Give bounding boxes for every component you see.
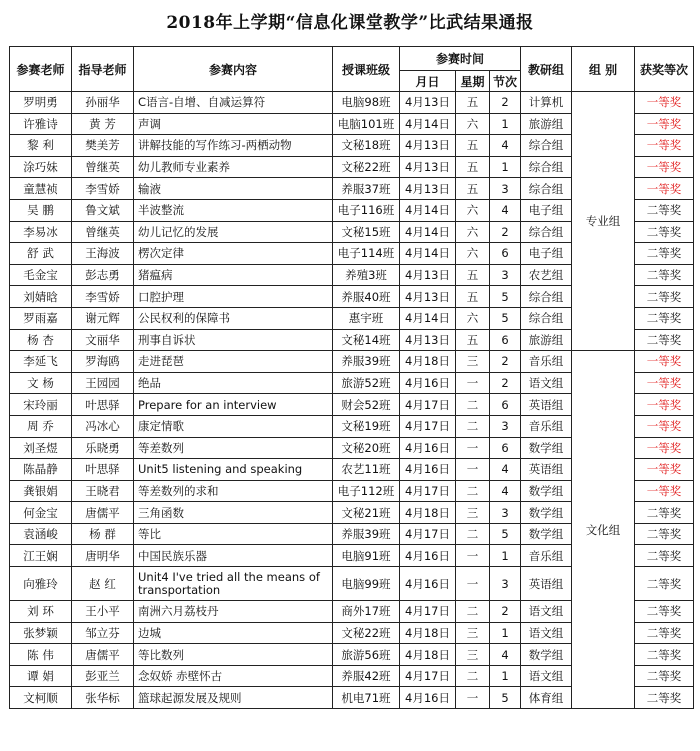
award-cell: 二等奖 [635, 622, 694, 644]
award-cell: 二等奖 [635, 523, 694, 545]
group-cell: 文化组 [572, 351, 635, 709]
date-cell: 4月18日 [400, 644, 456, 666]
mentor-cell: 冯冰心 [72, 415, 134, 437]
teacher-cell: 涂巧妹 [10, 156, 72, 178]
award-cell: 二等奖 [635, 644, 694, 666]
mentor-cell: 叶思驿 [72, 459, 134, 481]
teacher-cell: 李易冰 [10, 221, 72, 243]
dept-cell: 语文组 [521, 665, 572, 687]
class-cell: 养服37班 [333, 178, 400, 200]
header-group: 组 别 [572, 47, 635, 92]
dept-cell: 计算机 [521, 92, 572, 114]
class-cell: 文秘18班 [333, 135, 400, 157]
class-cell: 电脑98班 [333, 92, 400, 114]
period-cell: 5 [490, 687, 521, 709]
weekday-cell: 三 [456, 351, 490, 373]
class-cell: 机电71班 [333, 687, 400, 709]
date-cell: 4月17日 [400, 415, 456, 437]
mentor-cell: 赵 红 [72, 567, 134, 601]
content-cell: 念奴娇 赤壁怀古 [134, 665, 333, 687]
teacher-cell: 陈 伟 [10, 644, 72, 666]
weekday-cell: 一 [456, 567, 490, 601]
header-teacher: 参赛老师 [10, 47, 72, 92]
date-cell: 4月17日 [400, 665, 456, 687]
mentor-cell: 张华标 [72, 687, 134, 709]
mentor-cell: 王晓君 [72, 480, 134, 502]
period-cell: 3 [490, 567, 521, 601]
date-cell: 4月16日 [400, 567, 456, 601]
group-cell: 专业组 [572, 92, 635, 351]
date-cell: 4月16日 [400, 459, 456, 481]
teacher-cell: 许雅诗 [10, 113, 72, 135]
teacher-cell: 刘圣煜 [10, 437, 72, 459]
award-cell: 一等奖 [635, 113, 694, 135]
award-cell: 一等奖 [635, 135, 694, 157]
mentor-cell: 彭亚兰 [72, 665, 134, 687]
date-cell: 4月13日 [400, 92, 456, 114]
teacher-cell: 吴 鹏 [10, 199, 72, 221]
mentor-cell: 文丽华 [72, 329, 134, 351]
award-cell: 一等奖 [635, 415, 694, 437]
content-cell: 边城 [134, 622, 333, 644]
period-cell: 3 [490, 502, 521, 524]
class-cell: 电子112班 [333, 480, 400, 502]
award-cell: 二等奖 [635, 286, 694, 308]
mentor-cell: 孙丽华 [72, 92, 134, 114]
teacher-cell: 李延飞 [10, 351, 72, 373]
dept-cell: 数学组 [521, 502, 572, 524]
award-cell: 二等奖 [635, 199, 694, 221]
teacher-cell: 罗明勇 [10, 92, 72, 114]
award-cell: 一等奖 [635, 480, 694, 502]
period-cell: 4 [490, 199, 521, 221]
class-cell: 养服39班 [333, 351, 400, 373]
date-cell: 4月14日 [400, 307, 456, 329]
teacher-cell: 文 杨 [10, 372, 72, 394]
dept-cell: 综合组 [521, 178, 572, 200]
dept-cell: 数学组 [521, 523, 572, 545]
date-cell: 4月14日 [400, 221, 456, 243]
dept-cell: 数学组 [521, 644, 572, 666]
period-cell: 5 [490, 307, 521, 329]
class-cell: 旅游52班 [333, 372, 400, 394]
weekday-cell: 六 [456, 199, 490, 221]
mentor-cell: 叶思驿 [72, 394, 134, 416]
award-cell: 二等奖 [635, 665, 694, 687]
results-table [9, 46, 694, 709]
date-cell: 4月17日 [400, 523, 456, 545]
table-row [10, 92, 694, 114]
period-cell: 6 [490, 437, 521, 459]
date-cell: 4月18日 [400, 622, 456, 644]
content-cell: 等差数列 [134, 437, 333, 459]
weekday-cell: 二 [456, 665, 490, 687]
content-cell: 声调 [134, 113, 333, 135]
weekday-cell: 五 [456, 135, 490, 157]
content-cell: 篮球起源发展及规则 [134, 687, 333, 709]
date-cell: 4月16日 [400, 687, 456, 709]
award-cell: 一等奖 [635, 394, 694, 416]
weekday-cell: 一 [456, 372, 490, 394]
header-class: 授课班级 [333, 47, 400, 92]
content-cell: 南洲六月荔枝丹 [134, 601, 333, 623]
date-cell: 4月13日 [400, 329, 456, 351]
teacher-cell: 毛金宝 [10, 264, 72, 286]
date-cell: 4月16日 [400, 437, 456, 459]
dept-cell: 音乐组 [521, 415, 572, 437]
date-cell: 4月13日 [400, 178, 456, 200]
content-cell: 等比数列 [134, 644, 333, 666]
period-cell: 6 [490, 329, 521, 351]
mentor-cell: 曾继英 [72, 156, 134, 178]
dept-cell: 旅游组 [521, 329, 572, 351]
teacher-cell: 向雅玲 [10, 567, 72, 601]
award-cell: 二等奖 [635, 502, 694, 524]
award-cell: 二等奖 [635, 221, 694, 243]
weekday-cell: 六 [456, 307, 490, 329]
class-cell: 养殖3班 [333, 264, 400, 286]
period-cell: 1 [490, 156, 521, 178]
teacher-cell: 陈晶静 [10, 459, 72, 481]
teacher-cell: 刘婧晗 [10, 286, 72, 308]
teacher-cell: 刘 环 [10, 601, 72, 623]
period-cell: 6 [490, 243, 521, 265]
dept-cell: 农艺组 [521, 264, 572, 286]
content-cell: Unit4 I've tried all the means of transportation [134, 567, 333, 601]
award-cell: 二等奖 [635, 264, 694, 286]
date-cell: 4月14日 [400, 113, 456, 135]
mentor-cell: 谢元辉 [72, 307, 134, 329]
table-row [10, 351, 694, 373]
dept-cell: 英语组 [521, 394, 572, 416]
content-cell: 绝品 [134, 372, 333, 394]
content-cell: 幼儿记忆的发展 [134, 221, 333, 243]
period-cell: 5 [490, 523, 521, 545]
date-cell: 4月18日 [400, 351, 456, 373]
weekday-cell: 一 [456, 545, 490, 567]
teacher-cell: 舒 武 [10, 243, 72, 265]
class-cell: 电脑101班 [333, 113, 400, 135]
teacher-cell: 周 乔 [10, 415, 72, 437]
dept-cell: 音乐组 [521, 351, 572, 373]
period-cell: 3 [490, 415, 521, 437]
class-cell: 文秘19班 [333, 415, 400, 437]
mentor-cell: 王海波 [72, 243, 134, 265]
period-cell: 4 [490, 459, 521, 481]
dept-cell: 语文组 [521, 622, 572, 644]
award-cell: 一等奖 [635, 372, 694, 394]
mentor-cell: 鲁文斌 [72, 199, 134, 221]
award-cell: 一等奖 [635, 156, 694, 178]
weekday-cell: 三 [456, 502, 490, 524]
class-cell: 文秘22班 [333, 156, 400, 178]
weekday-cell: 三 [456, 644, 490, 666]
content-cell: C语言-自增、自减运算符 [134, 92, 333, 114]
award-cell: 一等奖 [635, 437, 694, 459]
date-cell: 4月16日 [400, 372, 456, 394]
period-cell: 4 [490, 480, 521, 502]
content-cell: 三角函数 [134, 502, 333, 524]
period-cell: 4 [490, 644, 521, 666]
mentor-cell: 罗海鸥 [72, 351, 134, 373]
dept-cell: 电子组 [521, 243, 572, 265]
content-cell: Unit5 listening and speaking [134, 459, 333, 481]
dept-cell: 综合组 [521, 135, 572, 157]
date-cell: 4月17日 [400, 394, 456, 416]
dept-cell: 综合组 [521, 286, 572, 308]
dept-cell: 数学组 [521, 480, 572, 502]
dept-cell: 语文组 [521, 601, 572, 623]
period-cell: 2 [490, 92, 521, 114]
weekday-cell: 五 [456, 178, 490, 200]
period-cell: 1 [490, 545, 521, 567]
header-dept: 教研组 [521, 47, 572, 92]
dept-cell: 英语组 [521, 459, 572, 481]
date-cell: 4月13日 [400, 135, 456, 157]
period-cell: 5 [490, 286, 521, 308]
mentor-cell: 李雪娇 [72, 178, 134, 200]
dept-cell: 电子组 [521, 199, 572, 221]
mentor-cell: 李雪娇 [72, 286, 134, 308]
class-cell: 文秘22班 [333, 622, 400, 644]
header-mentor: 指导老师 [72, 47, 134, 92]
dept-cell: 英语组 [521, 567, 572, 601]
teacher-cell: 何金宝 [10, 502, 72, 524]
header-period: 节次 [490, 71, 521, 92]
weekday-cell: 三 [456, 622, 490, 644]
class-cell: 文秘21班 [333, 502, 400, 524]
award-cell: 二等奖 [635, 307, 694, 329]
weekday-cell: 五 [456, 264, 490, 286]
teacher-cell: 张梦颖 [10, 622, 72, 644]
weekday-cell: 六 [456, 113, 490, 135]
mentor-cell: 乐晓勇 [72, 437, 134, 459]
class-cell: 电子116班 [333, 199, 400, 221]
page-title: 2018年上学期“信息化课堂教学”比武结果通报 [166, 13, 534, 33]
content-cell: 等比 [134, 523, 333, 545]
mentor-cell: 唐明华 [72, 545, 134, 567]
content-cell: 康定情歌 [134, 415, 333, 437]
period-cell: 1 [490, 622, 521, 644]
content-cell: 公民权利的保障书 [134, 307, 333, 329]
award-cell: 一等奖 [635, 351, 694, 373]
teacher-cell: 宋玲丽 [10, 394, 72, 416]
award-cell: 一等奖 [635, 92, 694, 114]
class-cell: 商外17班 [333, 601, 400, 623]
teacher-cell: 龚银娟 [10, 480, 72, 502]
weekday-cell: 六 [456, 221, 490, 243]
mentor-cell: 唐儒平 [72, 502, 134, 524]
period-cell: 2 [490, 372, 521, 394]
weekday-cell: 二 [456, 523, 490, 545]
content-cell: 走进琵琶 [134, 351, 333, 373]
results-body [10, 92, 694, 709]
content-cell: 半波整流 [134, 199, 333, 221]
date-cell: 4月13日 [400, 156, 456, 178]
class-cell: 文秘20班 [333, 437, 400, 459]
mentor-cell: 黄 芳 [72, 113, 134, 135]
award-cell: 二等奖 [635, 545, 694, 567]
weekday-cell: 五 [456, 286, 490, 308]
weekday-cell: 二 [456, 480, 490, 502]
weekday-cell: 五 [456, 329, 490, 351]
content-cell: 猪瘟病 [134, 264, 333, 286]
class-cell: 电子114班 [333, 243, 400, 265]
mentor-cell: 曾继英 [72, 221, 134, 243]
teacher-cell: 黎 利 [10, 135, 72, 157]
dept-cell: 音乐组 [521, 545, 572, 567]
content-cell: 幼儿教师专业素养 [134, 156, 333, 178]
class-cell: 文秘15班 [333, 221, 400, 243]
weekday-cell: 二 [456, 601, 490, 623]
teacher-cell: 童慧祯 [10, 178, 72, 200]
teacher-cell: 文柯顺 [10, 687, 72, 709]
dept-cell: 体育组 [521, 687, 572, 709]
weekday-cell: 一 [456, 459, 490, 481]
content-cell: 输液 [134, 178, 333, 200]
award-cell: 二等奖 [635, 567, 694, 601]
class-cell: 文秘14班 [333, 329, 400, 351]
weekday-cell: 二 [456, 394, 490, 416]
period-cell: 6 [490, 394, 521, 416]
class-cell: 财会52班 [333, 394, 400, 416]
teacher-cell: 谭 娟 [10, 665, 72, 687]
weekday-cell: 六 [456, 243, 490, 265]
date-cell: 4月14日 [400, 199, 456, 221]
header-date: 月日 [400, 71, 456, 92]
date-cell: 4月13日 [400, 286, 456, 308]
content-cell: 讲解技能的写作练习-两栖动物 [134, 135, 333, 157]
period-cell: 1 [490, 665, 521, 687]
period-cell: 2 [490, 351, 521, 373]
mentor-cell: 唐儒平 [72, 644, 134, 666]
content-cell: Prepare for an interview [134, 394, 333, 416]
mentor-cell: 邹立芬 [72, 622, 134, 644]
award-cell: 二等奖 [635, 329, 694, 351]
teacher-cell: 江王娴 [10, 545, 72, 567]
content-cell: 口腔护理 [134, 286, 333, 308]
period-cell: 1 [490, 113, 521, 135]
weekday-cell: 二 [456, 415, 490, 437]
award-cell: 二等奖 [635, 687, 694, 709]
dept-cell: 综合组 [521, 307, 572, 329]
class-cell: 旅游56班 [333, 644, 400, 666]
header-content: 参赛内容 [134, 47, 333, 92]
teacher-cell: 杨 杏 [10, 329, 72, 351]
weekday-cell: 五 [456, 156, 490, 178]
mentor-cell: 王小平 [72, 601, 134, 623]
class-cell: 电脑91班 [333, 545, 400, 567]
content-cell: 等差数列的求和 [134, 480, 333, 502]
award-cell: 一等奖 [635, 178, 694, 200]
class-cell: 养服42班 [333, 665, 400, 687]
date-cell: 4月16日 [400, 545, 456, 567]
date-cell: 4月18日 [400, 502, 456, 524]
weekday-cell: 一 [456, 687, 490, 709]
period-cell: 4 [490, 135, 521, 157]
teacher-cell: 罗雨嘉 [10, 307, 72, 329]
date-cell: 4月17日 [400, 601, 456, 623]
mentor-cell: 樊美芳 [72, 135, 134, 157]
class-cell: 农艺11班 [333, 459, 400, 481]
class-cell: 电脑99班 [333, 567, 400, 601]
mentor-cell: 杨 群 [72, 523, 134, 545]
class-cell: 养服39班 [333, 523, 400, 545]
content-cell: 楞次定律 [134, 243, 333, 265]
mentor-cell: 王园园 [72, 372, 134, 394]
date-cell: 4月17日 [400, 480, 456, 502]
dept-cell: 数学组 [521, 437, 572, 459]
dept-cell: 综合组 [521, 221, 572, 243]
dept-cell: 综合组 [521, 156, 572, 178]
teacher-cell: 袁涵峻 [10, 523, 72, 545]
header-weekday: 星期 [456, 71, 490, 92]
header-award: 获奖等次 [635, 47, 694, 92]
period-cell: 3 [490, 264, 521, 286]
content-cell: 中国民族乐器 [134, 545, 333, 567]
mentor-cell: 彭志勇 [72, 264, 134, 286]
weekday-cell: 五 [456, 92, 490, 114]
award-cell: 二等奖 [635, 243, 694, 265]
date-cell: 4月13日 [400, 264, 456, 286]
award-cell: 一等奖 [635, 459, 694, 481]
dept-cell: 旅游组 [521, 113, 572, 135]
content-cell: 刑事自诉状 [134, 329, 333, 351]
period-cell: 2 [490, 601, 521, 623]
date-cell: 4月14日 [400, 243, 456, 265]
award-cell: 二等奖 [635, 601, 694, 623]
class-cell: 惠宇班 [333, 307, 400, 329]
weekday-cell: 一 [456, 437, 490, 459]
period-cell: 2 [490, 221, 521, 243]
class-cell: 养服40班 [333, 286, 400, 308]
period-cell: 3 [490, 178, 521, 200]
dept-cell: 语文组 [521, 372, 572, 394]
header-time-group: 参赛时间 [400, 47, 521, 71]
